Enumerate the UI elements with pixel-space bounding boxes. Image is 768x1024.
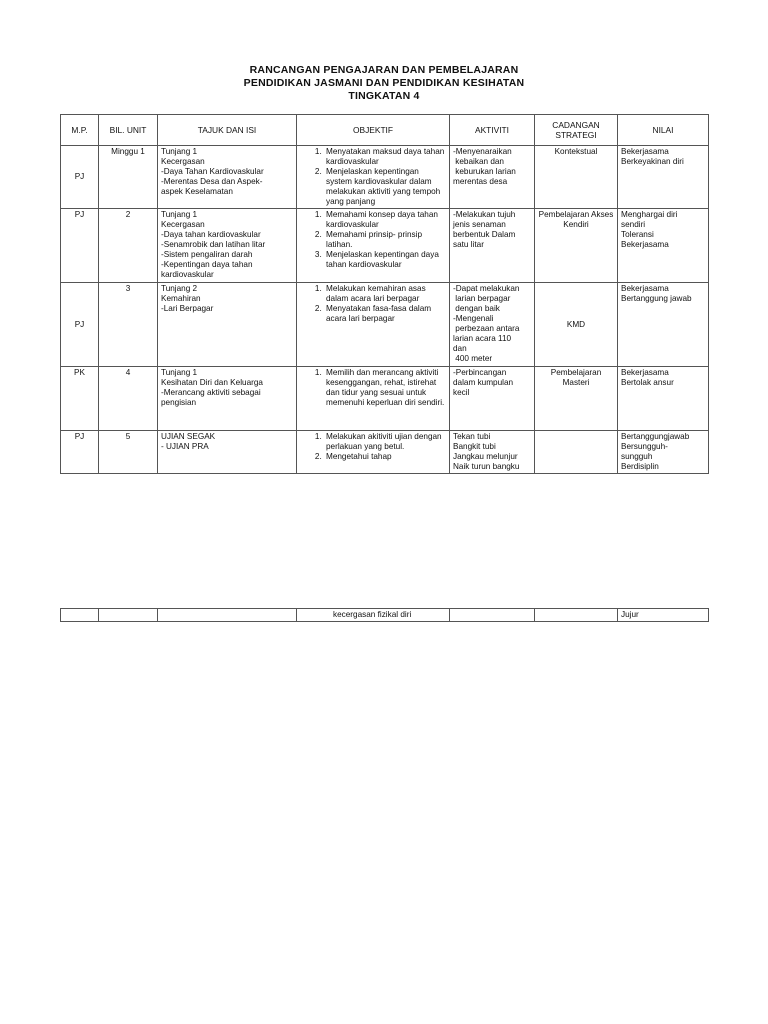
objective-item: 2. Memahami prinsip- prinsip latihan. [324,230,446,250]
cell-line: Berkeyakinan diri [621,157,684,166]
cell-objektif [297,209,450,283]
cell-line: -Merancang aktiviti sebagai [161,388,261,397]
objective-item: 2. Mengetahui tahap [324,452,446,462]
header-nilai: NILAI [618,115,709,146]
cell-objektif: kecergasan fizikal diri [297,609,450,622]
title-line-3: TINGKATAN 4 [348,90,420,102]
cell-nilai [618,367,709,431]
table-row [61,283,709,367]
cell-nilai [618,431,709,474]
cell-line: -Daya Tahan Kardiovaskular [161,167,264,176]
title-line-2: PENDIDIKAN JASMANI DAN PENDIDIKAN KESIHATAN [243,77,525,89]
header-tajuk: TAJUK DAN ISI [158,115,297,146]
objective-item: 1. Memahami konsep daya tahan kardiovaskular [324,210,446,230]
objective-item: 1. Memilih dan merancang aktiviti kesenggangan, rehat, istirehat dan tidur yang sesuai untuk memenuhi keperluan diri sendiri. [324,368,446,408]
cell-tajuk [158,283,297,367]
table-row [61,609,709,622]
cell-mp: PK [61,367,99,431]
cell-line: Kemahiran [161,294,201,303]
cell-line: Bangkit tubi [453,442,496,451]
cell-aktiviti [450,146,535,209]
cell-nilai [618,283,709,367]
cell-line: -Perbincangan [453,368,507,377]
cell-line: merentas desa [453,177,508,186]
cell-line: Kecergasan [161,220,205,229]
cell-line: jenis senaman [453,220,506,229]
cell-objektif [297,431,450,474]
cell-line: dalam kumpulan [453,378,514,387]
cell-line: larian acara 110 [453,334,512,343]
cell-line: larian berpagar [453,294,511,303]
cell-line: kecil [453,388,470,397]
header-aktiviti: AKTIVITI [450,115,535,146]
cell-line: sungguh [621,452,653,461]
cell-line: -Dapat melakukan [453,284,520,293]
cell-line: perbezaan antara [453,324,520,333]
cell-objektif [297,146,450,209]
cell-strategi: KMD [535,283,618,367]
header-objektif: OBJEKTIF [297,115,450,146]
cell-tajuk [158,146,297,209]
cell-objektif [297,283,450,367]
cell-aktiviti [450,209,535,283]
cell-line: Bekerjasama [621,284,669,293]
header-unit: BIL. UNIT [99,115,158,146]
cell-line: kebaikan dan [453,157,504,166]
cell-unit: Minggu 1 [99,146,158,209]
cell-line: Bersungguh- [621,442,668,451]
objective-list [300,432,446,462]
table-body [61,146,709,474]
cell-tajuk [158,367,297,431]
objective-item: 2. Menyatakan fasa-fasa dalam acara lari berpagar [324,304,446,324]
cell-line: 400 meter [453,354,493,363]
objective-list [300,368,446,408]
cell-line: berbentuk Dalam [453,230,516,239]
cell-line: -Senamrobik dan latihan litar [161,240,266,249]
cell-line: pengisian [161,398,197,407]
cell-mp: PJ [61,431,99,474]
objective-item: 1. Melakukan akitiviti ujian dengan perlakuan yang betul. [324,432,446,452]
cell-nilai [618,209,709,283]
table-row [61,146,709,209]
table-row [61,209,709,283]
lesson-plan-table [60,114,709,474]
objective-list [300,210,446,270]
cell-line: -Mengenali [453,314,494,323]
cell-unit: 3 [99,283,158,367]
objective-item: 3. Menjelaskan kepentingan daya tahan kardiovaskular [324,250,446,270]
table-row [61,367,709,431]
title-line-1: RANCANGAN PENGAJARAN DAN PEMBELAJARAN [249,64,519,76]
cell-line: Tekan tubi [453,432,491,441]
header-mp: M.P. [61,115,99,146]
cell-line: -Sistem pengaliran darah [161,250,253,259]
cell-strategi: Kontekstual [535,146,618,209]
cell-line: dengan baik [453,304,500,313]
cell-nilai [618,146,709,209]
cell-line: Kesihatan Diri dan Keluarga [161,378,263,387]
cell-strategi [535,609,618,622]
cell-tajuk [158,609,297,622]
objective-list [300,284,446,324]
cell-objektif [297,367,450,431]
cell-unit: 4 [99,367,158,431]
cell-unit: 5 [99,431,158,474]
cell-tajuk [158,431,297,474]
objective-item: 1. Melakukan kemahiran asas dalam acara lari berpagar [324,284,446,304]
cell-line: -Daya tahan kardiovaskular [161,230,261,239]
document-title [0,64,768,103]
cell-line: Tunjang 1 [161,368,198,377]
cell-aktiviti [450,283,535,367]
cell-line: -Merentas Desa dan Aspek- [161,177,263,186]
cell-line: Tunjang 2 [161,284,198,293]
cell-line: Bekerjasama [621,147,669,156]
cell-strategi: Pembelajaran Akses Kendiri [535,209,618,283]
cell-line: keburukan larian [453,167,516,176]
table-header-row [61,115,709,146]
cell-unit: 2 [99,209,158,283]
cell-line: dan [453,344,467,353]
cell-nilai: Jujur [618,609,709,622]
cell-mp: PJ [61,209,99,283]
cell-aktiviti [450,367,535,431]
cell-line: -Melakukan tujuh [453,210,516,219]
cell-tajuk [158,209,297,283]
cell-line: Jangkau melunjur [453,452,518,461]
cell-line: kardiovaskular [161,270,214,279]
cell-line: satu litar [453,240,484,249]
cell-line: Bertolak ansur [621,378,674,387]
continuation-table [60,608,709,622]
objective-item: 1. Menyatakan maksud daya tahan kardiovaskular [324,147,446,167]
objective-item: 2. Menjelaskan kepentingan system kardiovaskular dalam melakukan aktiviti yang tempoh yang panjang [324,167,446,207]
cell-line: Berdisiplin [621,462,659,471]
cell-line: Menghargai diri [621,210,678,219]
cell-line: Bertanggung jawab [621,294,692,303]
cell-line: Bertanggungjawab [621,432,690,441]
cell-line: -Kepentingan daya tahan [161,260,253,269]
cell-strategi: Pembelajaran Masteri [535,367,618,431]
cell-line: Bekerjasama [621,368,669,377]
cell-line: Tunjang 1 [161,147,198,156]
cell-aktiviti [450,431,535,474]
cell-line: sendiri [621,220,646,229]
table-row [61,431,709,474]
cell-line: aspek Keselamatan [161,187,233,196]
cell-unit [99,609,158,622]
cell-mp: PJ [61,283,99,367]
cell-line: -Lari Berpagar [161,304,214,313]
cell-line: Naik turun bangku [453,462,520,471]
cell-line: UJIAN SEGAK [161,432,216,441]
cell-line: Toleransi [621,230,654,239]
cell-mp [61,609,99,622]
cell-strategi [535,431,618,474]
cell-line: -Menyenaraikan [453,147,512,156]
cell-line: Tunjang 1 [161,210,198,219]
header-strategi: CADANGAN STRATEGI [535,115,618,146]
cell-line: Kecergasan [161,157,205,166]
cell-line: Bekerjasama [621,240,669,249]
cell-aktiviti [450,609,535,622]
cell-mp: PJ [61,146,99,209]
objective-list [300,147,446,207]
cell-line: - UJIAN PRA [161,442,209,451]
